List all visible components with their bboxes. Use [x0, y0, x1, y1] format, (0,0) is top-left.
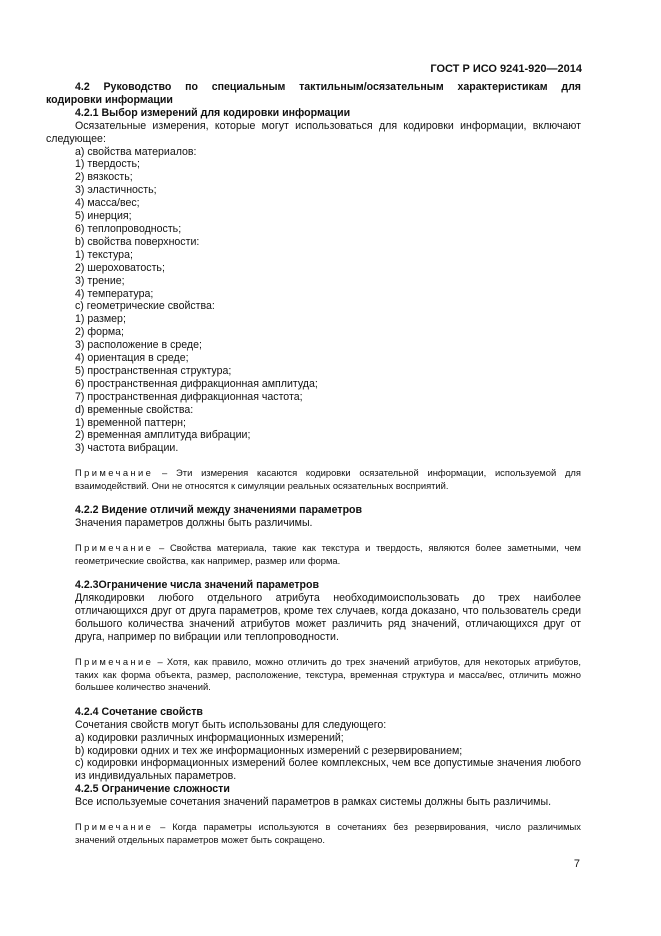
list-item: 3) расположение в среде; [75, 339, 202, 352]
list-item: 4) температура; [75, 287, 154, 300]
page-content [46, 81, 581, 846]
section-4-2-title-line1: 4.2 Руководство по специальным тактильным/осязательным характеристикам для [75, 81, 581, 93]
list-item: 1) текстура; [75, 248, 133, 261]
section-4-2-2-text: Значения параметров должны быть различимы. [75, 517, 313, 530]
note-4-2-1 [46, 467, 581, 492]
section-4-2-1-intro-line2: следующее: [46, 132, 106, 145]
note-label: Примечание [75, 542, 154, 554]
list-item: 3) трение; [75, 274, 125, 287]
section-4-2-4-intro: Сочетания свойств могут быть использованы для следующего: [75, 718, 387, 731]
note-dash: – [153, 821, 173, 833]
list-item: 3) эластичность; [75, 184, 157, 197]
list-item: 6) пространственная дифракционная амплитуда; [75, 377, 318, 390]
note-4-2-5 [46, 821, 581, 846]
list-item: 2) шероховатость; [75, 261, 165, 274]
section-4-2-5-title: 4.2.5 Ограничение сложности [75, 783, 230, 796]
note-dash: – [153, 467, 177, 479]
list-item: 4) масса/вес; [75, 197, 140, 210]
list-item: с) геометрические свойства: [75, 300, 215, 313]
section-4-2-1-intro-line1: Осязательные измерения, которые могут использоваться для кодировки информации, включают [75, 119, 581, 132]
note-dash: – [153, 656, 167, 667]
section-4-2-3-text: Длякодировки любого отдельного атрибута необходимоиспользовать до трех наиболее отличающихся друг от друга параметров, кроме тех случаев, когда доказано, что пользователь среди большого количества значений атрибутов может различить ряд значений, отличающихся друг от друга, например по вибрации или теплопроводности. [75, 592, 581, 644]
note-text: Когда параметры используются в сочетаниях без резервирования, число различимых значений отдельных параметров может быть сокращено. [75, 821, 581, 845]
page-number: 7 [573, 858, 580, 870]
note-label: Примечание [75, 467, 154, 479]
list-item: d) временные свойства: [75, 403, 194, 416]
note-text: Свойства материала, такие как текстура и твердость, являются более заметными, чем геометрические свойства, как например, размер или форма. [75, 542, 581, 566]
list-item: с) кодировки информационных измерений более комплексных, чем все допустимые значения любого из индивидуальных параметров. [75, 757, 581, 783]
list-item: 2) вязкость; [75, 171, 133, 184]
section-4-2-5-text: Все используемые сочетания значений параметров в рамках системы должны быть различимы. [75, 796, 552, 809]
section-4-2-2-title: 4.2.2 Видение отличий между значениями параметров [75, 504, 363, 517]
note-4-2-3 [46, 656, 581, 694]
list-item: 7) пространственная дифракционная частота; [75, 390, 303, 403]
note-4-2-2 [46, 542, 581, 567]
measurement-list [46, 146, 581, 456]
list-item: b) кодировки одних и тех же информационных измерений с резервированием; [75, 744, 463, 757]
list-item: 3) частота вибрации. [75, 442, 179, 455]
note-text: Эти измерения касаются кодировки осязательной информации, используемой для взаимодействий. Они не относятся к симуляции реальных осязательных восприятий. [75, 467, 581, 491]
list-item: 1) размер; [75, 313, 126, 326]
list-item: 5) инерция; [75, 210, 132, 223]
note-dash: – [153, 542, 171, 554]
section-4-2-title-line2: кодировки информации [46, 93, 173, 106]
section-4-2-3-title: 4.2.3Ограничение числа значений параметров [75, 579, 319, 592]
document-header: ГОСТ Р ИСО 9241-920—2014 [430, 63, 582, 75]
list-item: 1) временной паттерн; [75, 416, 186, 429]
note-label: Примечание [75, 821, 154, 833]
section-4-2-4-title: 4.2.4 Сочетание свойств [75, 705, 203, 718]
list-item: 1) твердость; [75, 158, 140, 171]
note-text: Хотя, как правило, можно отличить до трех значений атрибутов, для некоторых атрибутов, таких как форма объекта, размер, расположение, текстура, временная структура и масса/вес, отличить можно большее количество значений. [75, 656, 581, 693]
list-item: 2) форма; [75, 326, 124, 339]
list-item: 6) теплопроводность; [75, 222, 182, 235]
list-item: а) свойства материалов: [75, 145, 197, 158]
list-item: 4) ориентация в среде; [75, 352, 189, 365]
list-item: 5) пространственная структура; [75, 364, 232, 377]
note-label: Примечание [75, 656, 154, 667]
section-4-2-1-title: 4.2.1 Выбор измерений для кодировки информации [75, 106, 351, 119]
list-item: а) кодировки различных информационных измерений; [75, 731, 344, 744]
list-item: b) свойства поверхности: [75, 235, 200, 248]
list-item: 2) временная амплитуда вибрации; [75, 429, 251, 442]
